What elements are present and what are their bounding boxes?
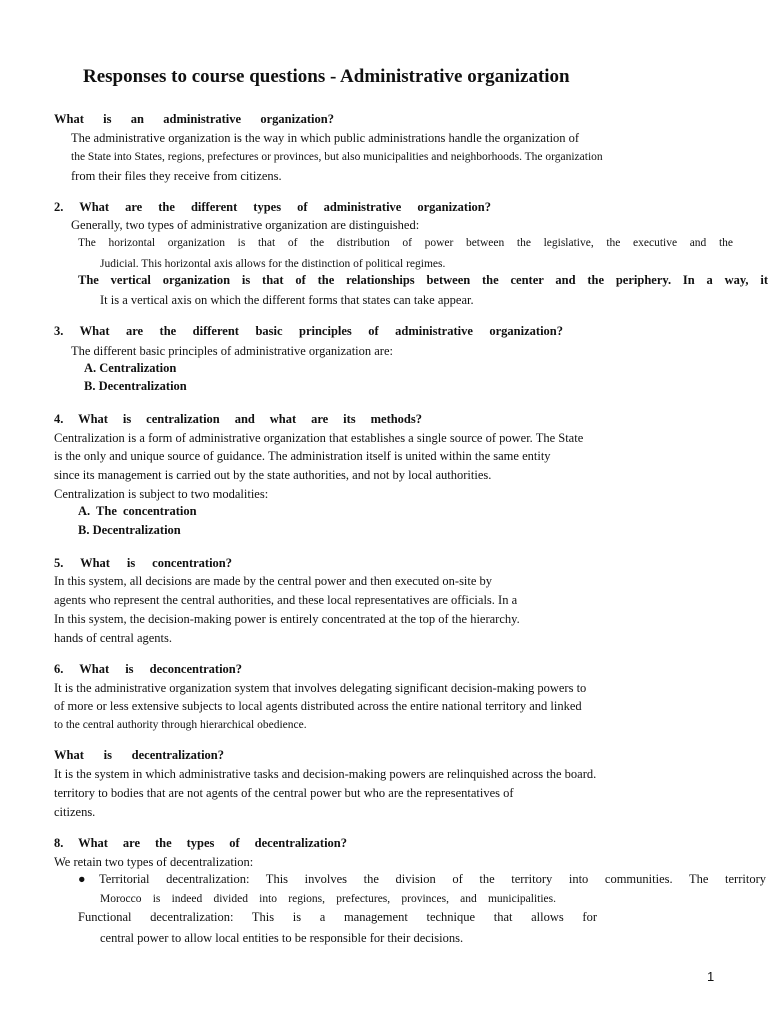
- answer-line: from their files they receive from citizens.: [71, 169, 282, 183]
- answer-line: It is the system in which administrative tasks and decision-making powers are relinquished across the board.: [54, 767, 597, 781]
- answer-line: In this system, all decisions are made by the central power and then executed on-site by: [54, 574, 493, 588]
- answer-line: The different basic principles of administrative organization are:: [71, 344, 393, 358]
- answer-line: Centralization is a form of administrative organization that establishes a single source of power. The State: [54, 431, 584, 445]
- list-item: ●Territorial decentralization: This involves the division of the territory into communities. The territory: [78, 872, 766, 886]
- list-item: Functional decentralization: This is a management technique that allows for: [78, 910, 597, 924]
- answer-line: agents who represent the central authorities, and these local representatives are officials. In a: [54, 593, 518, 607]
- question-heading: 6. What is deconcentration?: [54, 662, 242, 676]
- answer-line: Morocco is indeed divided into regions, prefectures, provinces, and municipalities.: [100, 893, 556, 905]
- question-heading: What is an administrative organization?: [54, 112, 334, 126]
- question-heading: 5. What is concentration?: [54, 556, 232, 570]
- page-number: 1: [707, 969, 715, 984]
- question-heading: 2. What are the different types of administrative organization?: [54, 200, 491, 214]
- answer-line: Judicial. This horizontal axis allows for the distinction of political regimes.: [100, 258, 446, 270]
- list-item: A. Centralization: [84, 361, 177, 375]
- answer-line: The administrative organization is the way in which public administrations handle the organization of: [71, 131, 580, 145]
- answer-line: territory to bodies that are not agents of the central power but who are the representatives of: [54, 786, 514, 800]
- list-item: B. Decentralization: [78, 523, 181, 537]
- answer-line: the State into States, regions, prefectures or provinces, but also municipalities and neighborhoods. The organization: [71, 151, 603, 163]
- answer-line: hands of central agents.: [54, 631, 173, 645]
- answer-line: Generally, two types of administrative organization are distinguished:: [71, 218, 420, 232]
- answer-line: We retain two types of decentralization:: [54, 855, 254, 869]
- answer-line: The vertical organization is that of the relationships between the center and the periphery. In a way, it: [78, 273, 768, 287]
- answer-line: since its management is carried out by the state authorities, and not by local authorities.: [54, 468, 492, 482]
- answer-line: It is a vertical axis on which the different forms that states can take appear.: [100, 293, 474, 307]
- answer-line: is the only and unique source of guidance. The administration itself is united within the same entity: [54, 449, 551, 463]
- list-item: B. Decentralization: [84, 379, 187, 393]
- question-heading: What is decentralization?: [54, 748, 224, 762]
- question-heading: 4. What is centralization and what are its methods?: [54, 412, 422, 426]
- answer-line: central power to allow local entities to be responsible for their decisions.: [100, 931, 464, 945]
- answer-line: The horizontal organization is that of the distribution of power between the legislative, the executive and the: [78, 237, 733, 249]
- answer-line: to the central authority through hierarchical obedience.: [54, 719, 307, 731]
- answer-line: Centralization is subject to two modalities:: [54, 487, 269, 501]
- answer-line: of more or less extensive subjects to local agents distributed across the entire national territory and linked: [54, 699, 582, 713]
- page-title: Responses to course questions - Administrative organization: [83, 66, 570, 87]
- question-heading: 8. What are the types of decentralization?: [54, 836, 347, 850]
- answer-line: It is the administrative organization system that involves delegating significant decision-making powers to: [54, 681, 587, 695]
- answer-line: citizens.: [54, 805, 96, 819]
- answer-line: In this system, the decision-making power is entirely concentrated at the top of the hierarchy.: [54, 612, 520, 626]
- list-item: A. The concentration: [78, 504, 197, 518]
- question-heading: 3. What are the different basic principles of administrative organization?: [54, 324, 563, 338]
